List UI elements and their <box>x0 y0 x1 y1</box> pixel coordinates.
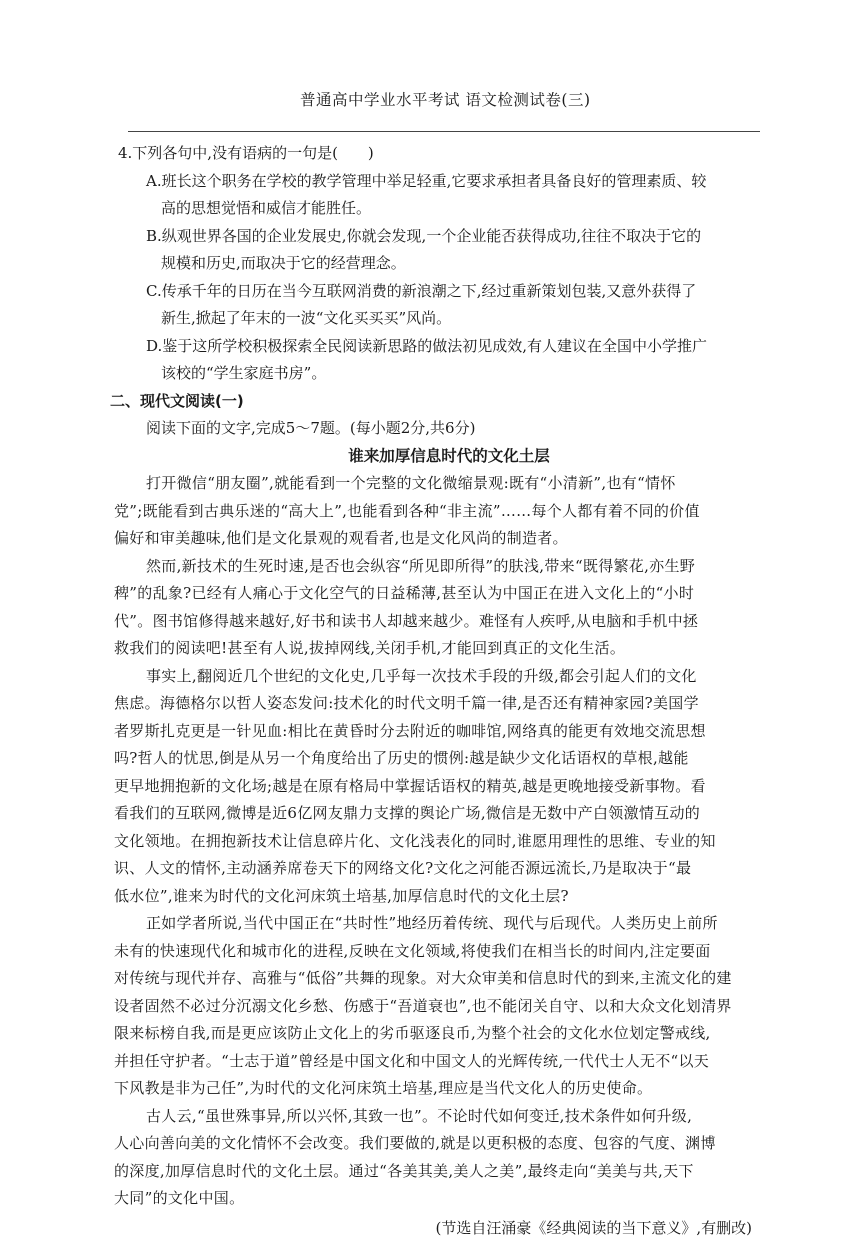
exam-header-title: 普通高中学业水平考试 语文检测试卷(三) <box>300 88 591 110</box>
option-d-line-2: 该校的“学生家庭书房”。 <box>114 360 764 388</box>
header-divider <box>128 131 760 132</box>
article-paragraph-2 <box>114 553 764 663</box>
option-c-line-1: C.传承千年的日历在当今互联网消费的新浪潮之下,经过重新策划包装,又意外获得了 <box>114 278 764 306</box>
paragraph-line: 偏好和审美趣味,他们是文化景观的观看者,也是文化风尚的制造者。 <box>114 525 764 553</box>
paragraph-line: 看我们的互联网,微博是近6亿网友鼎力支撑的舆论广场,微信是无数中产白领激情互动的 <box>114 800 764 828</box>
article-source: (节选自汪涌豪《经典阅读的当下意义》,有删改) <box>114 1215 764 1242</box>
option-a-line-2: 高的思想觉悟和威信才能胜任。 <box>114 195 764 223</box>
article-paragraph-4 <box>114 910 764 1103</box>
article-paragraph-1 <box>114 470 764 553</box>
exam-content <box>114 140 764 1242</box>
paragraph-line: 限来标榜自我,而是更应该防止文化上的劣币驱逐良币,为整个社会的文化水位划定警戒线, <box>114 1020 764 1048</box>
paragraph-line: 对传统与现代并存、高雅与“低俗”共舞的现象。对大众审美和信息时代的到来,主流文化的建 <box>114 965 764 993</box>
option-b-line-1: B.纵观世界各国的企业发展史,你就会发现,一个企业能否获得成功,往往不取决于它的 <box>114 223 764 251</box>
article-title: 谁来加厚信息时代的文化土层 <box>114 443 764 471</box>
question-4 <box>114 140 764 388</box>
question-4-stem: 4.下列各句中,没有语病的一句是( ) <box>114 140 764 168</box>
paragraph-line: 并担任守护者。“士志于道”曾经是中国文化和中国文人的光辉传统,一代代士人无不“以天 <box>114 1048 764 1076</box>
paragraph-line: 文化领地。在拥抱新技术让信息碎片化、文化浅表化的同时,谁愿用理性的思维、专业的知 <box>114 828 764 856</box>
paragraph-line: 低水位”,谁来为时代的文化河床筑土培基,加厚信息时代的文化土层? <box>114 883 764 911</box>
paragraph-line: 人心向善向美的文化情怀不会改变。我们要做的,就是以更积极的态度、包容的气度、渊博 <box>114 1130 764 1158</box>
paragraph-line: 吗?哲人的忧思,倒是从另一个角度给出了历史的惯例:越是缺少文化话语权的草根,越能 <box>114 745 764 773</box>
paragraph-line: 更早地拥抱新的文化场;越是在原有格局中掌握话语权的精英,越是更晚地接受新事物。看 <box>114 773 764 801</box>
article-paragraph-5 <box>114 1103 764 1213</box>
option-a-line-1: A.班长这个职务在学校的教学管理中举足轻重,它要求承担者具备良好的管理素质、较 <box>114 168 764 196</box>
paragraph-line: 焦虑。海德格尔以哲人姿态发问:技术化的时代文明千篇一律,是否还有精神家园?美国学 <box>114 690 764 718</box>
paragraph-line: 事实上,翻阅近几个世纪的文化史,几乎每一次技术手段的升级,都会引起人们的文化 <box>114 663 764 691</box>
paragraph-line: 打开微信“朋友圈”,就能看到一个完整的文化微缩景观:既有“小清新”,也有“情怀 <box>114 470 764 498</box>
option-c-line-2: 新生,掀起了年末的一波“文化买买买”风尚。 <box>114 305 764 333</box>
paragraph-line: 然而,新技术的生死时速,是否也会纵容“所见即所得”的肤浅,带来“既得繁花,亦生野 <box>114 553 764 581</box>
option-b-line-2: 规模和历史,而取决于它的经营理念。 <box>114 250 764 278</box>
paragraph-line: 正如学者所说,当代中国正在“共时性”地经历着传统、现代与后现代。人类历史上前所 <box>114 910 764 938</box>
paragraph-line: 的深度,加厚信息时代的文化土层。通过“各美其美,美人之美”,最终走向“美美与共,天下 <box>114 1158 764 1186</box>
paragraph-line: 设者固然不必过分沉溺文化乡愁、伤感于“吾道衰也”,也不能闭关自守、以和大众文化划清界 <box>114 993 764 1021</box>
paragraph-line: 代”。图书馆修得越来越好,好书和读书人却越来越少。难怪有人疾呼,从电脑和手机中拯 <box>114 608 764 636</box>
section-2-instruction: 阅读下面的文字,完成5～7题。(每小题2分,共6分) <box>114 415 764 443</box>
paragraph-line: 者罗斯扎克更是一针见血:相比在黄昏时分去附近的咖啡馆,网络真的能更有效地交流思想 <box>114 718 764 746</box>
section-2-heading: 二、现代文阅读(一) <box>110 388 764 416</box>
paragraph-line: 稗”的乱象?已经有人痛心于文化空气的日益稀薄,甚至认为中国正在进入文化上的“小时 <box>114 580 764 608</box>
paragraph-line: 救我们的阅读吧!甚至有人说,拔掉网线,关闭手机,才能回到真正的文化生活。 <box>114 635 764 663</box>
paragraph-line: 识、人文的情怀,主动涵养席卷天下的网络文化?文化之河能否源远流长,乃是取决于“最 <box>114 855 764 883</box>
paragraph-line: 党”;既能看到古典乐迷的“高大上”,也能看到各种“非主流”……每个人都有着不同的价值 <box>114 498 764 526</box>
paragraph-line: 下风教是非为己任”,为时代的文化河床筑土培基,理应是当代文化人的历史使命。 <box>114 1075 764 1103</box>
paragraph-line: 大同”的文化中国。 <box>114 1185 764 1213</box>
paragraph-line: 未有的快速现代化和城市化的进程,反映在文化领域,将使我们在相当长的时间内,注定要面 <box>114 938 764 966</box>
paragraph-line: 古人云,“虽世殊事异,所以兴怀,其致一也”。不论时代如何变迁,技术条件如何升级, <box>114 1103 764 1131</box>
option-d-line-1: D.鉴于这所学校积极探索全民阅读新思路的做法初见成效,有人建议在全国中小学推广 <box>114 333 764 361</box>
article-paragraph-3 <box>114 663 764 911</box>
